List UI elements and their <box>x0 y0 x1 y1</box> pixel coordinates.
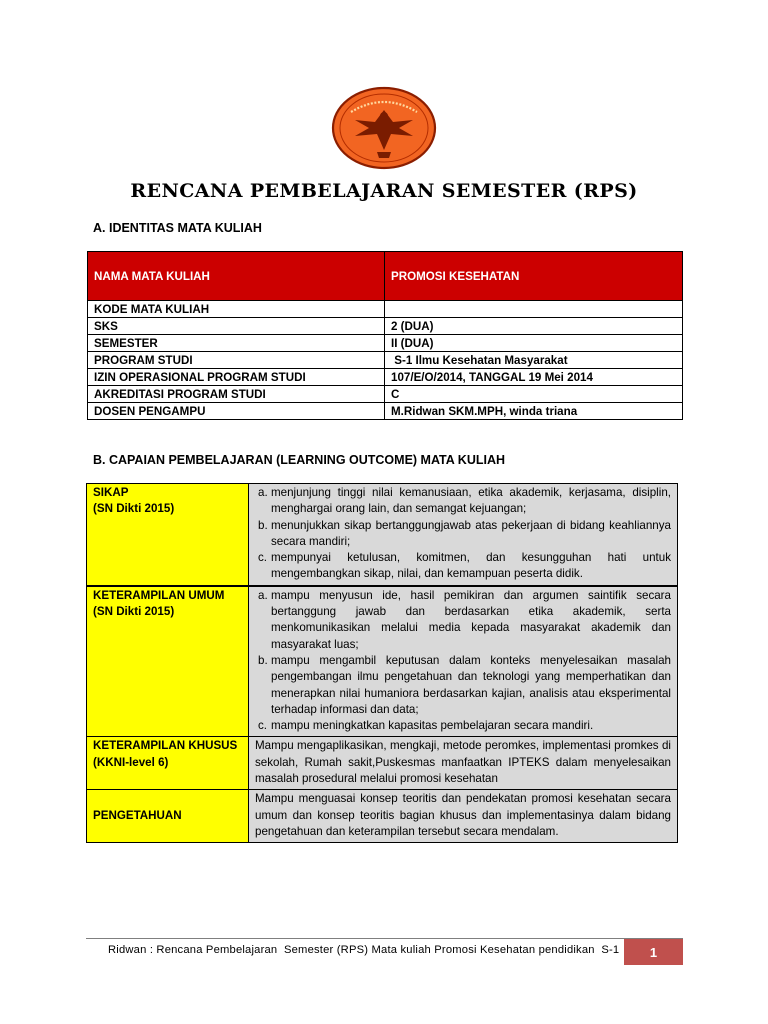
category-sub: (KKNI-level 6) <box>93 755 169 769</box>
row-label: PROGRAM STUDI <box>88 352 385 369</box>
section-b-heading: B. CAPAIAN PEMBELAJARAN (LEARNING OUTCOME) MATA KULIAH <box>93 453 506 467</box>
table-row <box>88 386 683 403</box>
row-label: IZIN OPERASIONAL PROGRAM STUDI <box>88 369 385 386</box>
table-row <box>88 369 683 386</box>
footer-divider <box>86 938 683 939</box>
row-value: 2 (DUA) <box>385 318 683 335</box>
category-sub: (SN Dikti 2015) <box>93 502 175 516</box>
page-number: 1 <box>624 939 683 965</box>
document-title: RENCANA PEMBELAJARAN SEMESTER (RPS) <box>130 180 638 202</box>
list-item: c. mempunyai ketulusan, komitmen, dan kesungguhan hati untuk mengembangkan sikap, nilai, dan kemampuan peserta didik. <box>258 551 671 581</box>
pengetahuan-category <box>87 790 249 843</box>
row-value: 107/E/O/2014, TANGGAL 19 Mei 2014 <box>385 369 683 386</box>
row-label: SKS <box>88 318 385 335</box>
keterampilan-umum-category <box>87 586 249 737</box>
row-value: C <box>385 386 683 403</box>
keterampilan-khusus-description: Mampu mengaplikasikan, mengkaji, metode peromkes, implementasi promkes di sekolah, Rumah sakit,Puskesmas manfaatkan IPTEKS dalam menyelesaikan masalah prosedural melalui promosi kesehatan <box>249 737 678 790</box>
row-value <box>385 301 683 318</box>
row-value: M.Ridwan SKM.MPH, winda triana <box>385 403 683 420</box>
pengetahuan-description: Mampu menguasai konsep teoritis dan pendekatan promosi kesehatan secara umum dan konsep teoritis bagian khusus dan implementasinya dalam bidang pengetahuan dan keterampilan tersebut secara mendalam. <box>249 790 678 843</box>
table-row <box>88 318 683 335</box>
keterampilan-umum-row <box>87 586 678 737</box>
sikap-description <box>249 484 678 586</box>
list-item: b. mampu mengambil keputusan dalam konteks menyelesaikan masalah pengembangan ilmu pengetahuan dan teknologi yang memperhatikan dan menerapkan nilai humaniora berdasarkan kajian, analisis atau eksperimental terhadap informasi dan data; <box>258 653 671 716</box>
list-item: a. mampu menyusun ide, hasil pemikiran dan argumen saintifik secara bertanggung jawab dan berdasarkan etika akademik, serta menkomunikasikan melalui media kepada masyarakat akademik dan masyarakat luas; <box>258 588 671 651</box>
row-value: II (DUA) <box>385 335 683 352</box>
category-sub: (SN Dikti 2015) <box>93 605 175 619</box>
list-item: a. menjunjung tinggi nilai kemanusiaan, etika akademik, kerjasama, disiplin, menghargai orang lain, dan semangat kejuangan; <box>258 486 671 516</box>
table-row <box>88 403 683 420</box>
sikap-row <box>87 484 678 586</box>
row-label: SEMESTER <box>88 335 385 352</box>
row-value: S-1 Ilmu Kesehatan Masyarakat <box>385 352 683 369</box>
table-row <box>88 335 683 352</box>
category-label: KETERAMPILAN KHUSUS <box>93 739 238 753</box>
section-a-heading: A. IDENTITAS MATA KULIAH <box>93 221 262 235</box>
keterampilan-umum-description <box>249 586 678 737</box>
row-label: DOSEN PENGAMPU <box>88 403 385 420</box>
identitas-table <box>87 251 683 420</box>
row-label: KODE MATA KULIAH <box>88 301 385 318</box>
keterampilan-khusus-category <box>87 737 249 790</box>
list-item: b. menunjukkan sikap bertanggungjawab atas pekerjaan di bidang keahliannya secara mandiri; <box>258 518 671 548</box>
table-row <box>88 352 683 369</box>
row-label: NAMA MATA KULIAH <box>88 252 385 301</box>
category-label: KETERAMPILAN UMUM <box>93 588 225 602</box>
sikap-category <box>87 484 249 586</box>
list-item: c. mampu meningkatkan kapasitas pembelajaran secara mandiri. <box>258 719 594 733</box>
table-row <box>88 301 683 318</box>
table-row <box>88 252 683 301</box>
capaian-table <box>86 483 678 843</box>
row-label: AKREDITASI PROGRAM STUDI <box>88 386 385 403</box>
pengetahuan-row <box>87 790 678 843</box>
category-label: SIKAP <box>93 486 129 499</box>
university-logo <box>331 86 437 170</box>
row-value: PROMOSI KESEHATAN <box>385 252 683 301</box>
category-label: PENGETAHUAN <box>93 808 182 822</box>
keterampilan-khusus-row <box>87 737 678 790</box>
footer-text: Ridwan : Rencana Pembelajaran Semester (RPS) Mata kuliah Promosi Kesehatan pendidikan S-1 <box>108 944 620 956</box>
